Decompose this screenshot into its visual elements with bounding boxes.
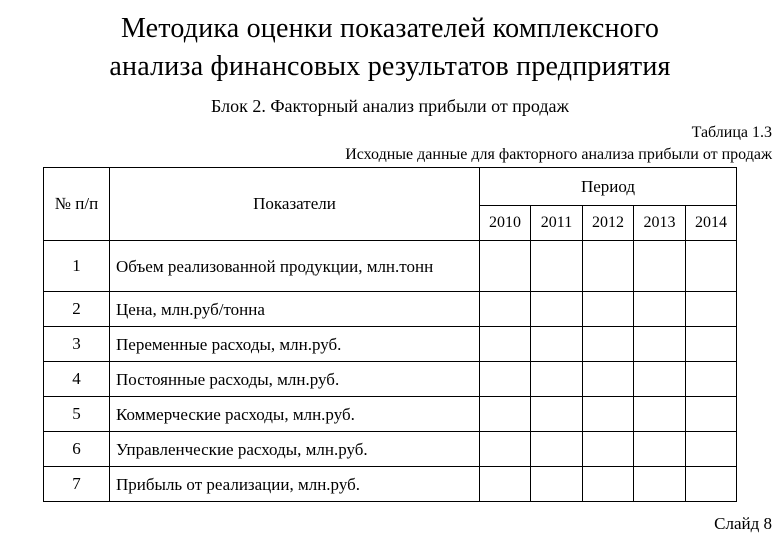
table-row [44, 327, 737, 362]
col-num-header: № п/п [44, 168, 110, 241]
indicator-name: Управленческие расходы, млн.руб. [110, 432, 480, 467]
table-number: Таблица 1.3 [691, 124, 772, 141]
year-header: 2013 [634, 206, 686, 241]
row-number: 6 [44, 432, 110, 467]
value-cell [480, 362, 531, 397]
value-cell [686, 432, 737, 467]
value-cell [634, 362, 686, 397]
value-cell [531, 432, 583, 467]
value-cell [480, 397, 531, 432]
value-cell [480, 292, 531, 327]
table-row [44, 241, 737, 292]
value-cell [634, 241, 686, 292]
value-cell [583, 397, 634, 432]
year-header: 2010 [480, 206, 531, 241]
value-cell [480, 467, 531, 502]
row-number: 7 [44, 467, 110, 502]
value-cell [634, 292, 686, 327]
year-header: 2012 [583, 206, 634, 241]
row-number: 2 [44, 292, 110, 327]
year-header: 2011 [531, 206, 583, 241]
col-indicator-header: Показатели [110, 168, 480, 241]
value-cell [634, 397, 686, 432]
indicator-name: Прибыль от реализации, млн.руб. [110, 467, 480, 502]
value-cell [531, 362, 583, 397]
value-cell [583, 362, 634, 397]
row-number: 3 [44, 327, 110, 362]
value-cell [480, 432, 531, 467]
value-cell [583, 432, 634, 467]
title-line-2: анализа финансовых результатов предприятия [109, 51, 671, 82]
value-cell [583, 327, 634, 362]
value-cell [531, 327, 583, 362]
title-line-1: Методика оценки показателей комплексного [120, 13, 660, 44]
indicator-name: Объем реализованной продукции, млн.тонн [110, 241, 480, 292]
value-cell [686, 241, 737, 292]
indicator-name: Коммерческие расходы, млн.руб. [110, 397, 480, 432]
table-header-row [44, 168, 737, 206]
factor-analysis-table [43, 167, 737, 502]
indicator-name: Постоянные расходы, млн.руб. [110, 362, 480, 397]
value-cell [686, 467, 737, 502]
slide-number: Слайд 8 [714, 514, 772, 533]
value-cell [583, 292, 634, 327]
period-header: Период [480, 168, 737, 206]
row-number: 4 [44, 362, 110, 397]
table-caption: Исходные данные для факторного анализа прибыли от продаж [345, 146, 772, 163]
value-cell [686, 397, 737, 432]
row-number: 1 [44, 241, 110, 292]
indicator-name: Цена, млн.руб/тонна [110, 292, 480, 327]
table-row [44, 292, 737, 327]
value-cell [634, 432, 686, 467]
value-cell [634, 467, 686, 502]
value-cell [531, 292, 583, 327]
indicator-name: Переменные расходы, млн.руб. [110, 327, 480, 362]
value-cell [531, 397, 583, 432]
block-subtitle: Блок 2. Факторный анализ прибыли от продаж [211, 96, 569, 116]
value-cell [531, 241, 583, 292]
value-cell [686, 327, 737, 362]
table-row [44, 432, 737, 467]
value-cell [480, 241, 531, 292]
table-row [44, 467, 737, 502]
value-cell [583, 467, 634, 502]
value-cell [686, 292, 737, 327]
value-cell [686, 362, 737, 397]
row-number: 5 [44, 397, 110, 432]
table-row [44, 362, 737, 397]
value-cell [531, 467, 583, 502]
table-row [44, 397, 737, 432]
value-cell [480, 327, 531, 362]
year-header: 2014 [686, 206, 737, 241]
value-cell [583, 241, 634, 292]
page-title [0, 10, 780, 86]
value-cell [634, 327, 686, 362]
